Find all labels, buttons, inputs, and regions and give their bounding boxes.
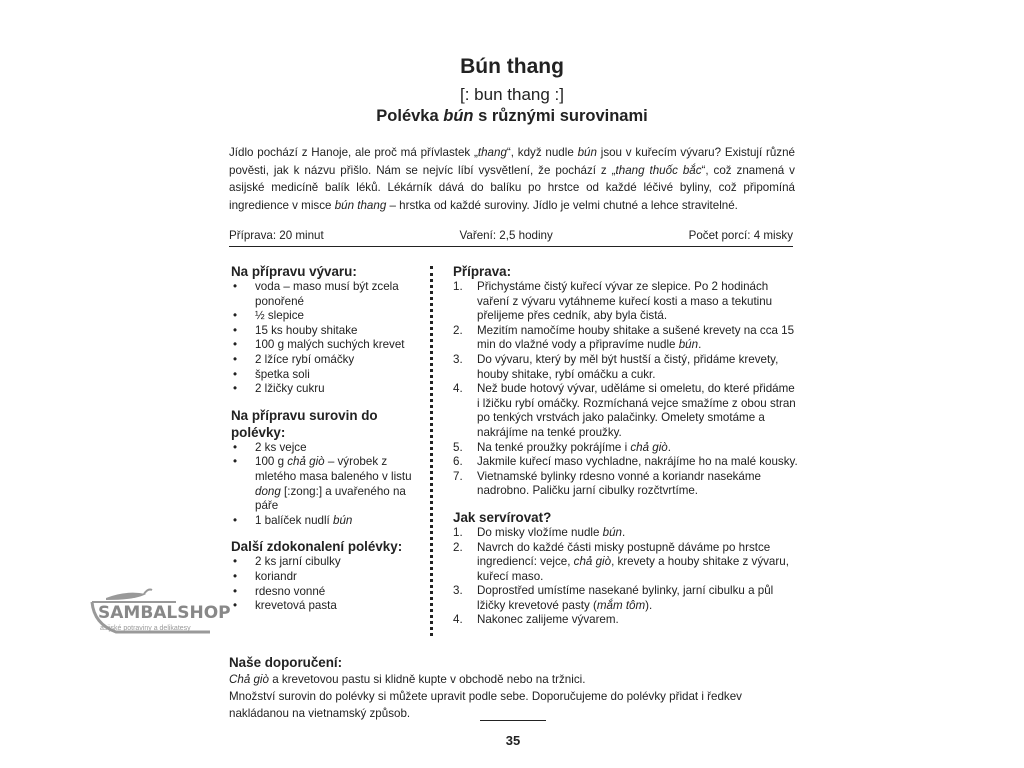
step-number: 1. [453, 280, 463, 293]
bullet-icon: • [233, 569, 238, 583]
recommendation-line [229, 671, 795, 688]
ingredient-item [231, 599, 427, 614]
step-item [453, 584, 798, 613]
text: – hrstka od každé suroviny. Jídlo je velmi chutné a lehce stravitelné. [386, 198, 738, 212]
step-item [453, 441, 798, 456]
text: “, když nudle [506, 146, 578, 159]
text: 15 ks houby shitake [255, 323, 358, 337]
text: 100 g malých suchých krevet [255, 338, 405, 352]
bullet-icon: • [233, 555, 238, 569]
step-item [453, 353, 798, 382]
ingredient-item [231, 309, 427, 324]
italic-text: chả giò [630, 440, 668, 454]
bullet-icon: • [233, 309, 238, 323]
text: jsou v kuřecím vývaru? Existují různé pověsti, jak k názvu přišlo. Nám se nejvíc líbí vysvětlení, že pochází z „ [229, 146, 796, 177]
text: Vietnamské bylinky rdesno vonné a koriandr nasekáme nadrobno. Paličku jarní cibulky rozčtvrtíme. [477, 469, 761, 498]
recommendation-heading: Naše doporučení: [229, 655, 343, 670]
italic-text: chả giò [573, 555, 612, 569]
italic-text: dong [255, 484, 281, 498]
text: 2 lžíce rybí omáčky [255, 352, 355, 366]
text: Jakmile kuřecí maso vychladne, nakrájíme ho na malé kousky. [477, 455, 798, 469]
text: . [667, 440, 671, 454]
dotted-divider [430, 266, 433, 636]
text: s různými surovinami [473, 107, 648, 125]
step-number: 3. [453, 352, 463, 366]
bullet-icon: • [233, 352, 238, 366]
text: Mezitím namočíme houby shitake a sušené krevety na cca 15 min do vlažné vody a připravíme nudle [477, 323, 795, 352]
cook-time: Vaření: 2,5 hodiny [459, 229, 553, 242]
ingredient-item [231, 353, 427, 368]
text: a krevetovou pastu si klidně kupte v obchodě nebo na tržnici. [268, 673, 586, 686]
text: Přichystáme čistý kuřecí vývar ze slepice. Po 2 hodinách vaření z vývaru vytáhneme kuřecí kosti a maso a tekutinu přelijeme přes cedník, aby byla čistá. [477, 280, 773, 323]
text: “, což znamená v asijské medicíně balík léků. Lékárník dává do balíku po hrstce od každé léčivé byliny, což připomíná ingredience v misce [229, 163, 795, 212]
text: . [698, 338, 702, 352]
text: rdesno vonné [255, 584, 326, 598]
bullet-icon: • [233, 323, 238, 337]
pronunciation: [: bun thang :] [460, 85, 564, 104]
step-number: 1. [453, 525, 463, 539]
recipe-title: Bún thang [460, 55, 564, 78]
step-item [453, 541, 798, 585]
bullet-icon: • [233, 338, 238, 352]
ingredient-item [231, 338, 427, 353]
italic-text: bún [333, 513, 353, 527]
section-heading: Na přípravu surovin do polévky: [231, 407, 378, 440]
text: Než bude hotový vývar, uděláme si omeletu, do které přidáme i lžičku rybí omáčky. Rozmíchaná vejce smažíme z obou stran po tenkých vrstvách jako palačinky. Omelety smotáme a nakrájíme na tenké proužky. [477, 382, 796, 439]
italic-text: bún [443, 107, 474, 125]
text: Do misky vložíme nudle [477, 525, 603, 539]
bullet-icon: • [233, 455, 238, 469]
text: 100 g [255, 455, 288, 469]
step-number: 3. [453, 584, 463, 598]
step-number: 2. [453, 323, 463, 337]
ingredient-item [231, 555, 427, 570]
ingredient-list [231, 441, 427, 529]
divider [229, 246, 793, 247]
text: koriandr [255, 569, 297, 583]
recommendation [229, 654, 795, 722]
text: Množství surovin do polévky si můžete upravit podle sebe. Doporučujeme do polévky přidat i ředkev nakládanou na vietnamský způsob. [229, 690, 742, 720]
text: špetka soli [255, 367, 310, 381]
text: ½ slepice [255, 309, 304, 323]
step-list [453, 526, 798, 628]
ingredients-column [231, 263, 427, 624]
bullet-icon: • [233, 367, 238, 381]
ingredient-item [231, 570, 427, 585]
section-heading: Na přípravu vývaru: [231, 264, 357, 279]
section-heading: Další zdokonalení polévky: [231, 539, 403, 555]
ingredient-item [231, 368, 427, 383]
text: ). [645, 598, 653, 612]
step-item [453, 455, 798, 470]
step-item [453, 324, 798, 353]
bullet-icon: • [233, 599, 238, 613]
instructions-column [453, 263, 798, 638]
section-heading: Jak servírovat? [453, 509, 552, 525]
text: 2 lžičky cukru [255, 382, 325, 396]
text: krevetová pasta [255, 599, 337, 613]
step-item [453, 470, 798, 499]
text: Navrch do každé části misky postupně dáváme po hrstce ingrediencí: vejce, [477, 540, 771, 569]
recommendation-line [229, 688, 795, 722]
footer-rule [480, 720, 546, 721]
step-item [453, 382, 798, 440]
italic-text: bún [602, 525, 622, 539]
step-item [453, 613, 798, 628]
ingredient-item [231, 280, 427, 309]
bullet-icon: • [233, 440, 238, 454]
text: [:zong:] a uvařeného na páře [255, 484, 406, 513]
italic-text: bún [577, 146, 597, 159]
text: . [621, 525, 626, 539]
text: Polévka [376, 107, 444, 125]
ingredient-item [231, 514, 427, 529]
ingredient-list [231, 555, 427, 613]
text: voda – maso musí být zcela ponořené [255, 280, 399, 308]
text: 1 balíček nudlí [255, 513, 333, 527]
ingredient-item [231, 324, 427, 339]
recipe-meta [229, 229, 793, 242]
text: Doprostřed umístíme nasekané bylinky, jarní cibulku a půl lžičky krevetové pasty ( [477, 584, 774, 612]
bullet-icon: • [233, 513, 238, 527]
step-number: 7. [453, 469, 463, 483]
intro-paragraph [229, 144, 795, 214]
step-item [453, 280, 798, 324]
step-number: 6. [453, 455, 463, 469]
text: , krevety a houby shitake z vývaru, kuřecí maso. [477, 555, 789, 583]
ingredient-list [231, 280, 427, 397]
logo-name: SAMBALSHOP [98, 603, 231, 623]
text: Na tenké proužky pokrájíme i [477, 440, 631, 454]
recipe-subtitle [0, 107, 1024, 126]
italic-text: mắm tôm [596, 598, 646, 612]
bullet-icon: • [233, 280, 238, 293]
italic-text: chả giò [287, 455, 325, 469]
step-item [453, 526, 798, 541]
page-number: 35 [505, 733, 521, 748]
servings: Počet porcí: 4 misky [688, 229, 793, 242]
logo-tagline: asijské potraviny a delikatesy [100, 625, 191, 632]
italic-text: thang thuốc bắc [615, 163, 702, 177]
step-number: 5. [453, 440, 463, 454]
step-list [453, 280, 798, 499]
step-number: 4. [453, 613, 463, 627]
italic-text: bún thang [334, 198, 387, 212]
ingredient-item [231, 382, 427, 397]
text: – výrobek z mletého masa baleného v listu [255, 455, 412, 483]
bullet-icon: • [233, 584, 238, 598]
bullet-icon: • [233, 382, 238, 396]
section-heading: Příprava: [453, 264, 512, 279]
text: Jídlo pochází z Hanoje, ale proč má přívlastek „ [229, 146, 478, 159]
italic-text: thang [477, 146, 507, 159]
step-number: 4. [453, 382, 463, 396]
text: 2 ks jarní cibulky [255, 555, 341, 569]
text: Do vývaru, který by měl být hustší a čistý, přidáme krevety, houby shitake, rybí omáčku a cukr. [477, 352, 779, 381]
italic-text: bún [678, 338, 699, 352]
ingredient-item [231, 585, 427, 600]
prep-time: Příprava: 20 minut [229, 229, 324, 242]
text: 2 ks vejce [255, 440, 307, 454]
ingredient-item [231, 455, 427, 513]
text: Nakonec zalijeme vývarem. [477, 613, 619, 627]
ingredient-item [231, 441, 427, 456]
step-number: 2. [453, 540, 463, 554]
italic-text: Chả giò [229, 673, 269, 686]
